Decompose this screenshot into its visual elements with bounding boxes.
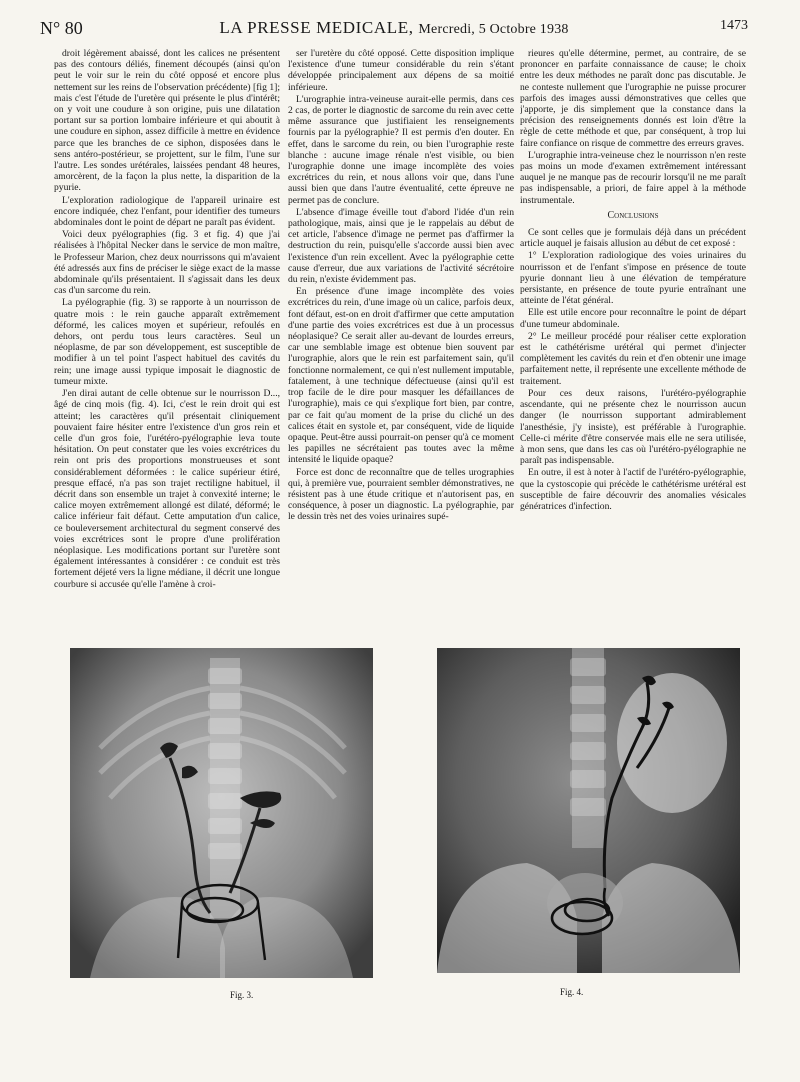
- paragraph: L'urographie intra-veineuse chez le nourrisson n'en reste pas moins un mode d'examen extrêmement intéressant auquel je ne manque pas de recourir lorsqu'il ne me paraît pas indispensable, a priori, de faire appel à la méthode instrumentale.: [520, 149, 746, 206]
- paragraph: 1° L'exploration radiologique des voies urinaires du nourrisson et de l'enfant s'impose en présence de toute pyurie donnant lieu à une élévation de température persistante, en présence de toute pyurie entraînant une atteinte de l'état général.: [520, 250, 746, 307]
- paragraph: Force est donc de reconnaître que de telles urographies qui, à première vue, pourraient sembler démonstratives, ne résistent pas à une étude critique et n'autorisent pas, en conséquence, à poser un diagnostic. La pyélographie, par le dessin très net des voies urinaires supé-: [288, 466, 514, 523]
- figure-4-xray: [437, 648, 740, 973]
- page-header: [40, 14, 748, 38]
- paragraph: L'absence d'image éveille tout d'abord l'idée d'un rein pathologique, mais, ainsi que je le rappelais au début de cet article, l'absence d'image ne permet pas d'affirmer la destruction du rein, puisqu'elle s'accorde aussi bien avec l'existence d'un rein excellent. Avec la pyélographie cette cause d'erreur, due aux variations de l'activité sécrétoire du rein, n'existe évidemment pas.: [288, 206, 514, 286]
- paragraph: rieures qu'elle détermine, permet, au contraire, de se prononcer en parfaite connaissance de cause; le choix entre les deux méthodes ne paraît donc pas discutable. Je ne conteste nullement que l'urographie ne puisse procurer parfois des images aussi démonstratives que celles que j'apporte, je dis simplement que la constance dans la précision des renseignements donnés est loin d'être la règle de cette méthode et que, par conséquent, à trop lui faire confiance on risque de commettre des erreurs graves.: [520, 48, 746, 149]
- paragraph: Pour ces deux raisons, l'urétéro-pyélographie ascendante, qui ne présente chez le nourrisson aucun danger (le nourrisson supportant admirablement l'anesthésie, j'y insiste), est préférable à l'urographie. Celle-ci mérite d'être conservée mais elle ne sera utilisée, à mon sens, que dans les cas où l'urétéro-pyélographie ne paraît pas indispensable.: [520, 387, 746, 467]
- paragraph: En outre, il est à noter à l'actif de l'urétéro-pyélographie, que la cystoscopie qui précède le cathétérisme urétéral est susceptible de faire découvrir des anomalies vésicales génératrices d'infection.: [520, 467, 746, 512]
- paragraph: 2° Le meilleur procédé pour réaliser cette exploration est le cathétérisme urétéral qui permet d'injecter complètement les cavités du rein et d'en obtenir une image parfaitement nette, il représente une excellente méthode de traitement.: [520, 330, 746, 387]
- paragraph: J'en dirai autant de celle obtenue sur le nourrisson D..., âgé de cinq mois (fig. 4). Ici, c'est le rein droit qui est atteint; les caractères qu'il présentait cliniquement pouvaient faire hésiter entre l'existence d'un gros rein et celle d'un gros foie, l'urétéro-pyélographie leva toute hésitation. On peut constater que les voies excrétrices du rein ont pris des proportions monstrueuses et sont considérablement déformées : le calice supérieur étiré, presque effacé, n'a pas son trajet rectiligne habituel, il décrit dans son ensemble un trajet à convexité interne; le calice moyen extrêmement allongé est dilaté, déformé; le calice inférieur fait défaut. Cette amputation d'un calice, ce bouleversement architectural du segment conservé des voies excrétrices sont le propre d'une prolifération néoplasique. Les modifications portant sur l'uretère sont également intéressantes à considérer : ce conduit est très fortement déjeté vers la ligne médiane, il décrit une longue courbure si accusée qu'elle l'amène à croi-: [54, 388, 280, 590]
- paragraph: ser l'uretère du côté opposé. Cette disposition implique l'existence d'une tumeur considérable du rein s'étant développée principalement aux dépens de sa moitié inférieure.: [288, 48, 514, 93]
- journal-title: LA PRESSE MEDICALE,: [219, 18, 414, 37]
- paragraph: Voici deux pyélographies (fig. 3 et fig. 4) que j'ai réalisées à l'hôpital Necker dans le service de mon maître, le Professeur Marion, chez deux nourrissons qui m'avaient été adressés aux fins de préciser le siège exact de la masse abdominale qu'ils présentaient. Il s'agissait dans les deux cas d'un sarcome du rein.: [54, 229, 280, 297]
- text-column-2: [288, 48, 514, 634]
- figure-4-caption: Fig. 4.: [560, 987, 584, 997]
- paragraph: Ce sont celles que je formulais déjà dans un précédent article auquel je faisais allusion au début de cet exposé :: [520, 227, 746, 250]
- text-column-1: [54, 48, 280, 634]
- journal-title-line: [40, 18, 748, 38]
- issue-date: Mercredi, 5 Octobre 1938: [418, 22, 569, 37]
- text-column-3: [520, 48, 746, 634]
- paragraph: En présence d'une image incomplète des voies excrétrices du rein, d'une image où un calice, parfois deux, font défaut, est-on en droit d'affirmer que cette amputation d'une partie des voies excrétrices est due à un processus néoplasique? Ce serait aller au-devant de lourdes erreurs, car une semblable image est obtenue bien souvent par l'urographie, alors que le rein est parfaitement sain, qu'il fonctionne normalement, ce qui n'est nullement imputable, fatalement, à une technique défectueuse (ainsi qu'il est trop facile de le dire pour masquer les défaillances de l'urographie), mais ce qui s'explique fort bien, par contre, par ce fait qu'au moment de la prise du cliché un des calices était en systole et, par conséquent, vide de liquide opaque. Peut-être aussi pourrait-on penser qu'à ce moment les papilles ne sécrétaient pas toutes avec la même intensité le liquide opaque?: [288, 286, 514, 466]
- figure-3-xray: [70, 648, 373, 978]
- page-number: 1473: [720, 18, 748, 33]
- paragraph: L'exploration radiologique de l'appareil urinaire est encore indiquée, chez l'enfant, pour identifier des tumeurs abdominales dont le point de départ ne paraît pas évident.: [54, 194, 280, 229]
- paragraph: droit légèrement abaissé, dont les calices ne présentent pas des contours déliés, finement découpés (ainsi qu'on peut le voir sur le rein du côté opposé et encore plus nettement sur les reins de l'observation précédente) [fig 1]; mais c'est l'étude de l'uretère qui présente le plus d'intérêt; on y voit une coudure à son origine, puis une dilatation portant sur sa portion lombaire inférieure et qui aboutit à une coudure en siphon, assez difficile à mettre en évidence parce que les branches de ce siphon, disposées dans le sens antéro-postérieur, se projettent, sur le film, l'une sur l'autre. Les sondes urétérales, laissées pendant 48 heures, amorcèrent, de la façon la plus nette, la disparition de la pyurie.: [54, 48, 280, 194]
- paragraph: La pyélographie (fig. 3) se rapporte à un nourrisson de quatre mois : le rein gauche apparaît extrêmement déformé, les calices moyen et supérieur, refoulés en dehors, ont perdu tous leurs caractères. Seul un néoplasme, de par son développement, est susceptible de modifier à un tel point l'aspect habituel des cavités du rein; une image aussi typique imposait le diagnostic de tumeur mixte.: [54, 297, 280, 387]
- paragraph: Elle est utile encore pour reconnaître le point de départ d'une tumeur abdominale.: [520, 307, 746, 330]
- section-heading: Conclusions: [607, 209, 659, 221]
- paragraph: L'urographie intra-veineuse aurait-elle permis, dans ces 2 cas, de porter le diagnostic de sarcome du rein avec cette même assurance que justifiaient les renseignements fournis par la pyélographie? Il est permis d'en douter. En effet, dans le sarcome du rein, ou bien l'urographie reste blanche : aucune image rénale n'est visible, ou bien l'urographie donne une image incomplète des voies excrétrices du rein, et nous allons voir que, dans l'une aussi bien que dans l'autre éventualité, cette épreuve ne permet pas de conclure.: [288, 93, 514, 206]
- figure-3-caption: Fig. 3.: [230, 990, 254, 1000]
- issue-number: N° 80: [40, 18, 83, 38]
